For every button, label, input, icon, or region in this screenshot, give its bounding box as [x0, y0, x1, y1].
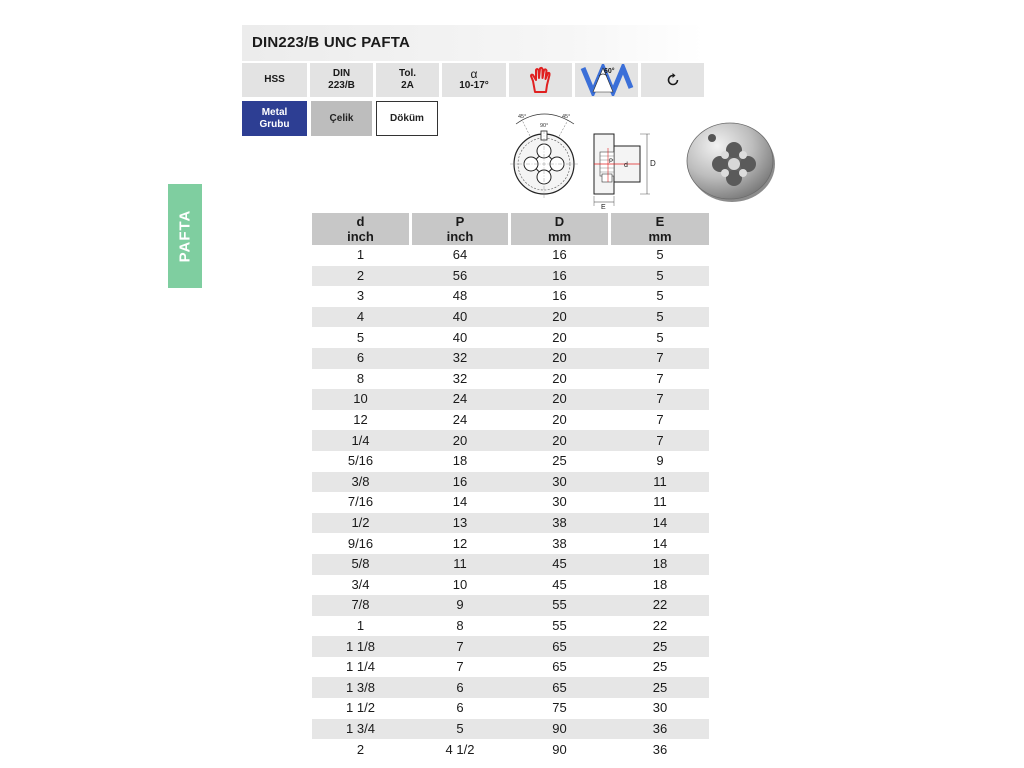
table-row	[312, 616, 709, 637]
dim-E-label: E	[601, 204, 606, 210]
table-cell: 18	[652, 556, 668, 572]
table-cell: 40	[452, 309, 468, 325]
table-cell: 2	[356, 741, 365, 757]
table-cell: 5	[656, 288, 664, 304]
page-title: DIN223/B UNC PAFTA	[252, 34, 411, 51]
angle-top-label: 90°	[540, 123, 549, 129]
table-cell: 1 3/4	[346, 720, 375, 736]
spec-material	[242, 63, 307, 97]
table-cell: 24	[452, 391, 468, 407]
table-cell: 7/16	[347, 494, 374, 510]
angle-right-label: 45°	[562, 114, 571, 120]
table-cell: 45	[552, 556, 567, 572]
table-cell: 65	[552, 638, 567, 654]
table-cell: 65	[552, 659, 567, 675]
metal-group-dokum	[376, 101, 438, 136]
header-d	[312, 213, 409, 245]
spec-thread	[575, 63, 638, 97]
spec-rotation	[641, 63, 704, 97]
metal-group-line2: Grubu	[259, 118, 290, 130]
table-cell: 7	[456, 659, 464, 675]
table-row	[312, 554, 709, 575]
table-cell: 64	[452, 247, 468, 263]
header-P-line2: inch	[446, 229, 474, 244]
table-cell: 6	[356, 350, 365, 366]
table-cell: 3/4	[351, 576, 370, 592]
table-row	[312, 698, 709, 719]
table-cell: 20	[552, 350, 567, 366]
table-cell: 5	[656, 267, 664, 283]
alpha-symbol: α	[470, 67, 478, 81]
thread-table	[312, 213, 709, 760]
table-row	[312, 677, 709, 698]
table-cell: 7/8	[351, 597, 370, 613]
table-cell: 16	[552, 288, 567, 304]
table-cell: 4	[356, 309, 365, 325]
table-row	[312, 513, 709, 534]
table-cell: 30	[552, 473, 567, 489]
table-cell: 5	[356, 329, 365, 345]
table-cell: 11	[453, 556, 467, 572]
table-cell: 22	[652, 597, 668, 613]
table-row	[312, 430, 709, 451]
header-D-line1: D	[554, 214, 565, 229]
table-cell: 11	[653, 494, 667, 510]
spec-standard-line2: 223/B	[328, 80, 355, 91]
table-cell: 10	[353, 391, 368, 407]
table-cell: 25	[652, 638, 668, 654]
dokum-label: Döküm	[390, 112, 424, 124]
spec-standard	[310, 63, 373, 97]
header-d-line1: d	[356, 214, 365, 229]
table-cell: 10	[452, 576, 468, 592]
spec-hand	[509, 63, 572, 97]
table-cell: 20	[552, 391, 567, 407]
table-row	[312, 739, 709, 760]
table-cell: 7	[656, 432, 664, 448]
side-tab-label: PAFTA	[176, 209, 194, 263]
table-cell: 7	[656, 391, 664, 407]
table-cell: 38	[552, 535, 567, 551]
side-tab	[168, 184, 202, 288]
table-cell: 9	[656, 453, 664, 469]
table-cell: 11	[653, 473, 667, 489]
table-row	[312, 348, 709, 369]
header-D	[511, 213, 608, 245]
table-row	[312, 595, 709, 616]
table-row	[312, 575, 709, 596]
hand-icon	[527, 66, 555, 94]
table-row	[312, 307, 709, 328]
spec-alpha	[442, 63, 506, 97]
table-cell: 3/8	[351, 473, 370, 489]
table-cell: 56	[452, 267, 468, 283]
table-cell: 90	[552, 720, 567, 736]
table-row	[312, 369, 709, 390]
angle-60-label: 60°	[603, 68, 615, 75]
metal-group-label	[242, 101, 307, 136]
table-cell: 6	[456, 679, 464, 695]
table-row	[312, 492, 709, 513]
table-cell: 5	[656, 247, 664, 263]
table-row	[312, 410, 709, 431]
table-cell: 25	[552, 453, 567, 469]
table-cell: 18	[652, 576, 668, 592]
header-E-line1: E	[655, 214, 665, 229]
alpha-value: 10-17°	[459, 80, 489, 91]
table-cell: 48	[452, 288, 468, 304]
table-cell: 1	[356, 247, 365, 263]
table-cell: 14	[452, 494, 468, 510]
header-E	[611, 213, 709, 245]
table-cell: 3	[356, 288, 365, 304]
table-cell: 20	[552, 309, 567, 325]
table-cell: 7	[456, 638, 464, 654]
table-row	[312, 472, 709, 493]
table-cell: 5/16	[347, 453, 374, 469]
table-cell: 32	[452, 350, 468, 366]
table-cell: 5	[656, 309, 664, 325]
table-cell: 7	[656, 370, 664, 386]
table-cell: 20	[552, 432, 567, 448]
table-cell: 1 3/8	[346, 679, 375, 695]
table-row	[312, 657, 709, 678]
table-cell: 65	[552, 679, 567, 695]
table-cell: 13	[452, 515, 468, 531]
table-cell: 1 1/2	[346, 700, 375, 716]
table-cell: 45	[552, 576, 567, 592]
celik-label: Çelik	[329, 112, 354, 124]
table-cell: 14	[652, 515, 668, 531]
table-row	[312, 719, 709, 740]
table-cell: 90	[552, 741, 567, 757]
table-cell: 16	[552, 267, 567, 283]
table-cell: 40	[452, 329, 468, 345]
metal-group-celik	[311, 101, 372, 136]
table-body	[312, 245, 709, 760]
header-D-line2: mm	[547, 229, 572, 244]
table-cell: 4 1/2	[445, 741, 475, 757]
table-row	[312, 245, 709, 266]
angle-left-label: 45°	[518, 114, 527, 120]
table-cell: 25	[652, 679, 668, 695]
dim-d-label: d	[624, 162, 628, 169]
table-cell: 24	[452, 412, 468, 428]
table-cell: 16	[452, 473, 468, 489]
metal-group-line1: Metal	[261, 106, 288, 118]
table-cell: 18	[452, 453, 468, 469]
table-cell: 2	[356, 267, 365, 283]
table-cell: 7	[656, 350, 664, 366]
header-E-line2: mm	[648, 229, 672, 244]
table-row	[312, 389, 709, 410]
table-cell: 8	[456, 617, 464, 633]
spec-tolerance-line1: Tol.	[398, 68, 417, 79]
table-cell: 20	[552, 370, 567, 386]
table-cell: 12	[452, 535, 468, 551]
rotation-icon	[665, 72, 681, 88]
header-d-line2: inch	[347, 229, 374, 244]
spec-tolerance	[376, 63, 439, 97]
table-cell: 12	[353, 412, 368, 428]
spec-tolerance-line2: 2A	[401, 80, 414, 91]
table-cell: 38	[552, 515, 567, 531]
table-cell: 1 1/8	[346, 638, 375, 654]
table-cell: 22	[652, 617, 668, 633]
table-cell: 30	[652, 700, 668, 716]
title-bar	[242, 25, 704, 61]
table-cell: 20	[452, 432, 468, 448]
table-cell: 75	[552, 700, 567, 716]
spec-row	[242, 63, 704, 97]
header-P	[412, 213, 508, 245]
table-cell: 30	[552, 494, 567, 510]
table-cell: 20	[552, 412, 567, 428]
spec-material-label: HSS	[264, 74, 285, 85]
table-row	[312, 266, 709, 287]
table-cell: 32	[452, 370, 468, 386]
table-cell: 5/8	[351, 556, 370, 572]
table-cell: 5	[656, 329, 664, 345]
table-cell: 1 1/4	[346, 659, 375, 675]
header-P-line1: P	[455, 214, 465, 229]
table-row	[312, 286, 709, 307]
table-cell: 8	[356, 370, 365, 386]
table-cell: 6	[456, 700, 464, 716]
spec-standard-line1: DIN	[332, 68, 351, 79]
table-cell: 55	[552, 617, 567, 633]
table-cell: 9	[456, 597, 464, 613]
dim-D-label: D	[650, 159, 656, 168]
table-cell: 55	[552, 597, 567, 613]
table-row	[312, 451, 709, 472]
table-cell: 20	[552, 329, 567, 345]
table-cell: 36	[652, 741, 668, 757]
table-cell: 7	[656, 412, 664, 428]
table-cell: 1/2	[351, 515, 370, 531]
table-cell: 14	[652, 535, 668, 551]
dim-P-label: P	[609, 159, 614, 165]
table-cell: 1	[356, 617, 365, 633]
table-row	[312, 327, 709, 348]
table-cell: 16	[552, 247, 567, 263]
table-cell: 1/4	[351, 432, 370, 448]
table-row	[312, 636, 709, 657]
table-header	[312, 213, 709, 245]
table-cell: 25	[652, 659, 668, 675]
technical-drawing	[500, 106, 664, 210]
thread-60-icon	[579, 64, 635, 96]
product-photo	[682, 118, 780, 204]
table-cell: 5	[456, 720, 464, 736]
table-cell: 9/16	[347, 535, 374, 551]
table-row	[312, 533, 709, 554]
table-cell: 36	[652, 720, 668, 736]
